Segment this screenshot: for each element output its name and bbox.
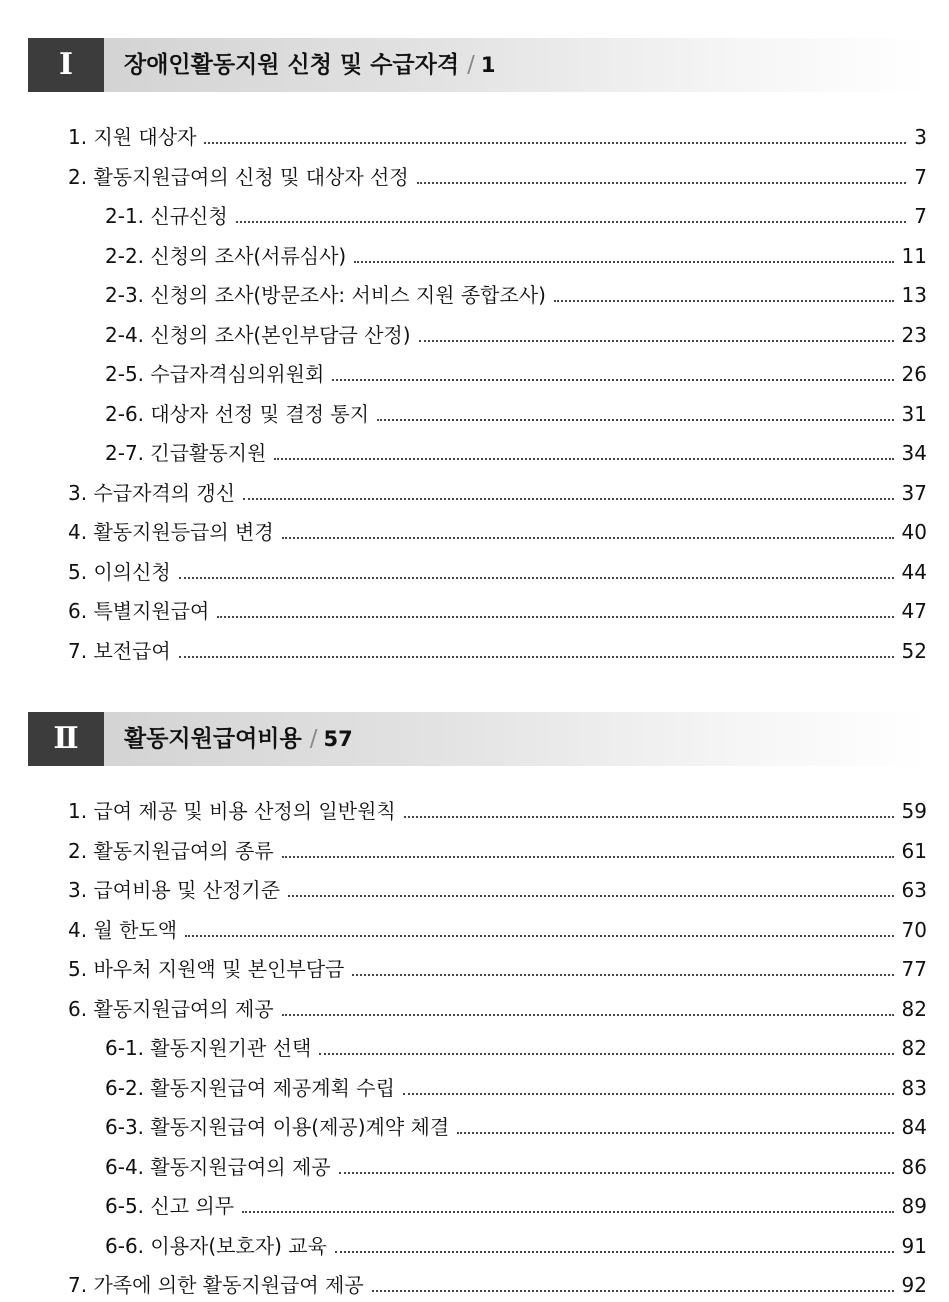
dot-leader [204,128,906,144]
toc-entry-page: 26 [901,362,927,386]
toc-entry[interactable] [0,1259,949,1298]
section-roman-numeral: Ⅱ [28,712,104,766]
toc-entry-title: 2-7. 긴급활동지원 [105,441,267,465]
toc-entry[interactable] [0,943,949,982]
toc-entry-page: 83 [901,1076,927,1100]
dot-leader [179,563,894,579]
toc-entry-page: 61 [901,839,927,863]
toc-entry-title: 1. 급여 제공 및 비용 산정의 일반원칙 [68,799,396,823]
toc-entry-page: 82 [901,1036,927,1060]
toc-entry-page: 84 [901,1115,927,1139]
toc-entry-page: 89 [901,1194,927,1218]
toc-entry-title: 5. 이의신청 [68,560,171,584]
toc-entry-page: 82 [901,997,927,1021]
toc-entry[interactable] [0,427,949,466]
toc-entry[interactable] [0,625,949,664]
dot-leader [242,1197,894,1213]
dot-leader [339,1158,894,1174]
toc-entry-page: 37 [901,481,927,505]
toc-entry[interactable] [0,904,949,943]
toc-entry-page: 77 [901,957,927,981]
toc-entry-title: 6-4. 활동지원급여의 제공 [105,1155,331,1179]
section-header [28,38,927,92]
toc-entry-title: 5. 바우처 지원액 및 본인부담금 [68,957,345,981]
section-start-page: 57 [323,727,353,751]
toc-entry-title: 7. 가족에 의한 활동지원급여 제공 [68,1273,364,1297]
dot-leader [282,842,894,858]
dot-leader [377,405,894,421]
title-separator: / [467,52,475,78]
toc-entry[interactable] [0,1220,949,1259]
toc-entry-title: 2-5. 수급자격심의위원회 [105,362,325,386]
toc-entry[interactable] [0,1022,949,1061]
toc-entry[interactable] [0,506,949,545]
toc-entry-title: 6-3. 활동지원급여 이용(제공)계약 체결 [105,1115,450,1139]
toc-entry[interactable] [0,190,949,229]
toc-entry-title: 6-2. 활동지원급여 제공계획 수립 [105,1076,395,1100]
toc-entry[interactable] [0,111,949,150]
toc-entry-title: 6-1. 활동지원기관 선택 [105,1036,312,1060]
section-roman-numeral: Ⅰ [28,38,104,92]
toc-entry[interactable] [0,348,949,387]
section-title-line [124,38,495,92]
section-start-page: 1 [480,53,496,77]
toc-entry[interactable] [0,546,949,585]
dot-leader [354,247,893,263]
toc-entry-title: 6. 특별지원급여 [68,599,210,623]
toc-entry-title: 2-1. 신규신청 [105,204,228,228]
dot-leader [332,365,893,381]
toc-entry[interactable] [0,983,949,1022]
toc-entry-title: 3. 수급자격의 갱신 [68,481,236,505]
toc-entry-title: 2. 활동지원급여의 신청 및 대상자 선정 [68,165,409,189]
toc-entry[interactable] [0,1062,949,1101]
toc-entry-page: 7 [914,204,927,228]
dot-leader [352,960,893,976]
toc-entry[interactable] [0,1101,949,1140]
toc-entry[interactable] [0,1141,949,1180]
toc-entry-page: 59 [901,799,927,823]
section-title-line [124,712,353,766]
toc-entry[interactable] [0,864,949,903]
toc-entry-page: 11 [901,244,927,268]
toc-entry[interactable] [0,151,949,190]
toc-entry[interactable] [0,585,949,624]
dot-leader [403,1079,894,1095]
toc-entry[interactable] [0,309,949,348]
toc-entry-page: 34 [901,441,927,465]
toc-entry-page: 23 [901,323,927,347]
toc-entry[interactable] [0,1180,949,1219]
toc-entry-title: 6-5. 신고 의무 [105,1194,235,1218]
toc-entry-title: 1. 지원 대상자 [68,125,197,149]
toc-entry-page: 3 [914,125,927,149]
toc-entry-page: 47 [901,599,927,623]
title-separator: / [309,726,318,752]
toc-entry-title: 3. 급여비용 및 산정기준 [68,878,281,902]
toc-entry[interactable] [0,230,949,269]
dot-leader [457,1118,893,1134]
dot-leader [554,286,894,302]
dot-leader [185,921,893,937]
toc-entry-title: 2-6. 대상자 선정 및 결정 통지 [105,402,370,426]
toc-entry-title: 7. 보전급여 [68,639,171,663]
toc-entry-page: 44 [901,560,927,584]
toc-entry[interactable] [0,825,949,864]
toc-entry-title: 2-4. 신청의 조사(본인부담금 산정) [105,323,411,347]
dot-leader [335,1237,894,1253]
dot-leader [288,881,894,897]
toc-entry-title: 4. 월 한도액 [68,918,178,942]
toc-entry[interactable] [0,467,949,506]
dot-leader [179,642,894,658]
toc-entry-page: 40 [901,520,927,544]
toc-entry-title: 2. 활동지원급여의 종류 [68,839,274,863]
dot-leader [236,207,907,223]
toc-entry-page: 91 [901,1234,927,1258]
toc-entry[interactable] [0,785,949,824]
dot-leader [417,168,907,184]
section-title: 활동지원급여비용 [124,726,302,752]
toc-entry-page: 92 [901,1273,927,1297]
toc-entry[interactable] [0,269,949,308]
toc-entry-page: 86 [901,1155,927,1179]
toc-entry-page: 31 [901,402,927,426]
dot-leader [217,602,893,618]
section-header [28,712,927,766]
toc-entry-title: 2-2. 신청의 조사(서류심사) [105,244,347,268]
dot-leader [404,802,894,818]
dot-leader [243,484,894,500]
toc-entry-page: 70 [901,918,927,942]
dot-leader [319,1039,893,1055]
dot-leader [282,523,894,539]
toc-entry-title: 6. 활동지원급여의 제공 [68,997,274,1021]
dot-leader [372,1276,894,1292]
toc-entry[interactable] [0,388,949,427]
dot-leader [282,1000,894,1016]
section-title: 장애인활동지원 신청 및 수급자격 [124,52,460,78]
toc-entry-page: 63 [901,878,927,902]
toc-entry-page: 7 [914,165,927,189]
dot-leader [274,444,893,460]
toc-entry-title: 4. 활동지원등급의 변경 [68,520,274,544]
toc-entry-page: 52 [901,639,927,663]
toc-entry-title: 6-6. 이용자(보호자) 교육 [105,1234,327,1258]
toc-entry-page: 13 [901,283,927,307]
dot-leader [419,326,894,342]
toc-entry-title: 2-3. 신청의 조사(방문조사: 서비스 지원 종합조사) [105,283,546,307]
